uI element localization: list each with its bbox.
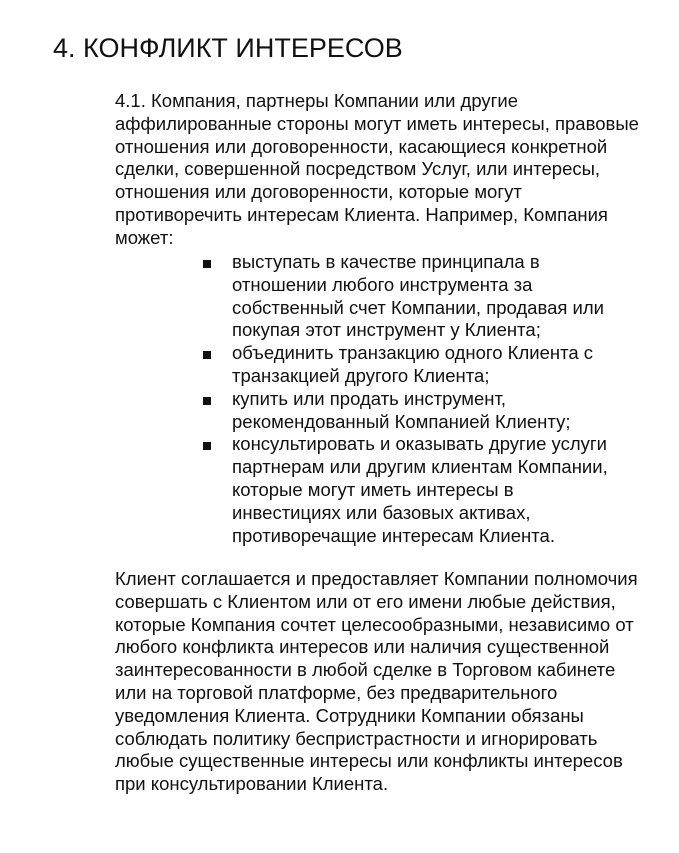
list-item xyxy=(203,388,623,434)
square-bullet-icon xyxy=(203,260,211,268)
list-item xyxy=(203,251,623,342)
closing-paragraph: Клиент соглашается и предоставляет Компании полномочия совершать с Клиентом или от его имени любые действия, которые Компания сочтет целесообразными, независимо от любого конфликта интересов или наличия существенной заинтересованности в любой сделке в Торговом кабинете или на торговой платформе, без предварительного уведомления Клиента. Сотрудники Компании обязаны соблюдать политику беспристрастности и игнорировать любые существенные интересы или конфликты интересов при консультировании Клиента. xyxy=(115,568,638,795)
list-item-text: объединить транзакцию одного Клиента с транзакцией другого Клиента; xyxy=(232,342,594,386)
section-title: 4. КОНФЛИКТ ИНТЕРЕСОВ xyxy=(53,33,403,63)
square-bullet-icon xyxy=(203,397,211,405)
clause-4-1-bullet-list xyxy=(203,251,623,547)
list-item-text: купить или продать инструмент, рекомендованный Компанией Клиенту; xyxy=(232,387,571,432)
list-item xyxy=(203,433,623,547)
square-bullet-icon xyxy=(203,442,211,450)
clause-4-1-paragraph: 4.1. Компания, партнеры Компании или другие аффилированные стороны могут иметь интересы, правовые отношения или договоренности, касающиеся конкретной сделки, совершенной посредством Услуг, или интересы, отношения или договоренности, которые могут противоречить интересам Клиента. Например, Компания может: xyxy=(115,90,639,248)
square-bullet-icon xyxy=(203,351,211,359)
list-item xyxy=(203,342,623,388)
list-item-text: консультировать и оказывать другие услуги партнерам или другим клиентам Компании, которые могут иметь интересы в инвестициях или базовых активах, противоречащие интересам Клиента. xyxy=(232,433,608,546)
list-item-text: выступать в качестве принципала в отношении любого инструмента за собственный счет Компании, продавая или покупая этот инструмент у Клиента; xyxy=(232,251,604,341)
